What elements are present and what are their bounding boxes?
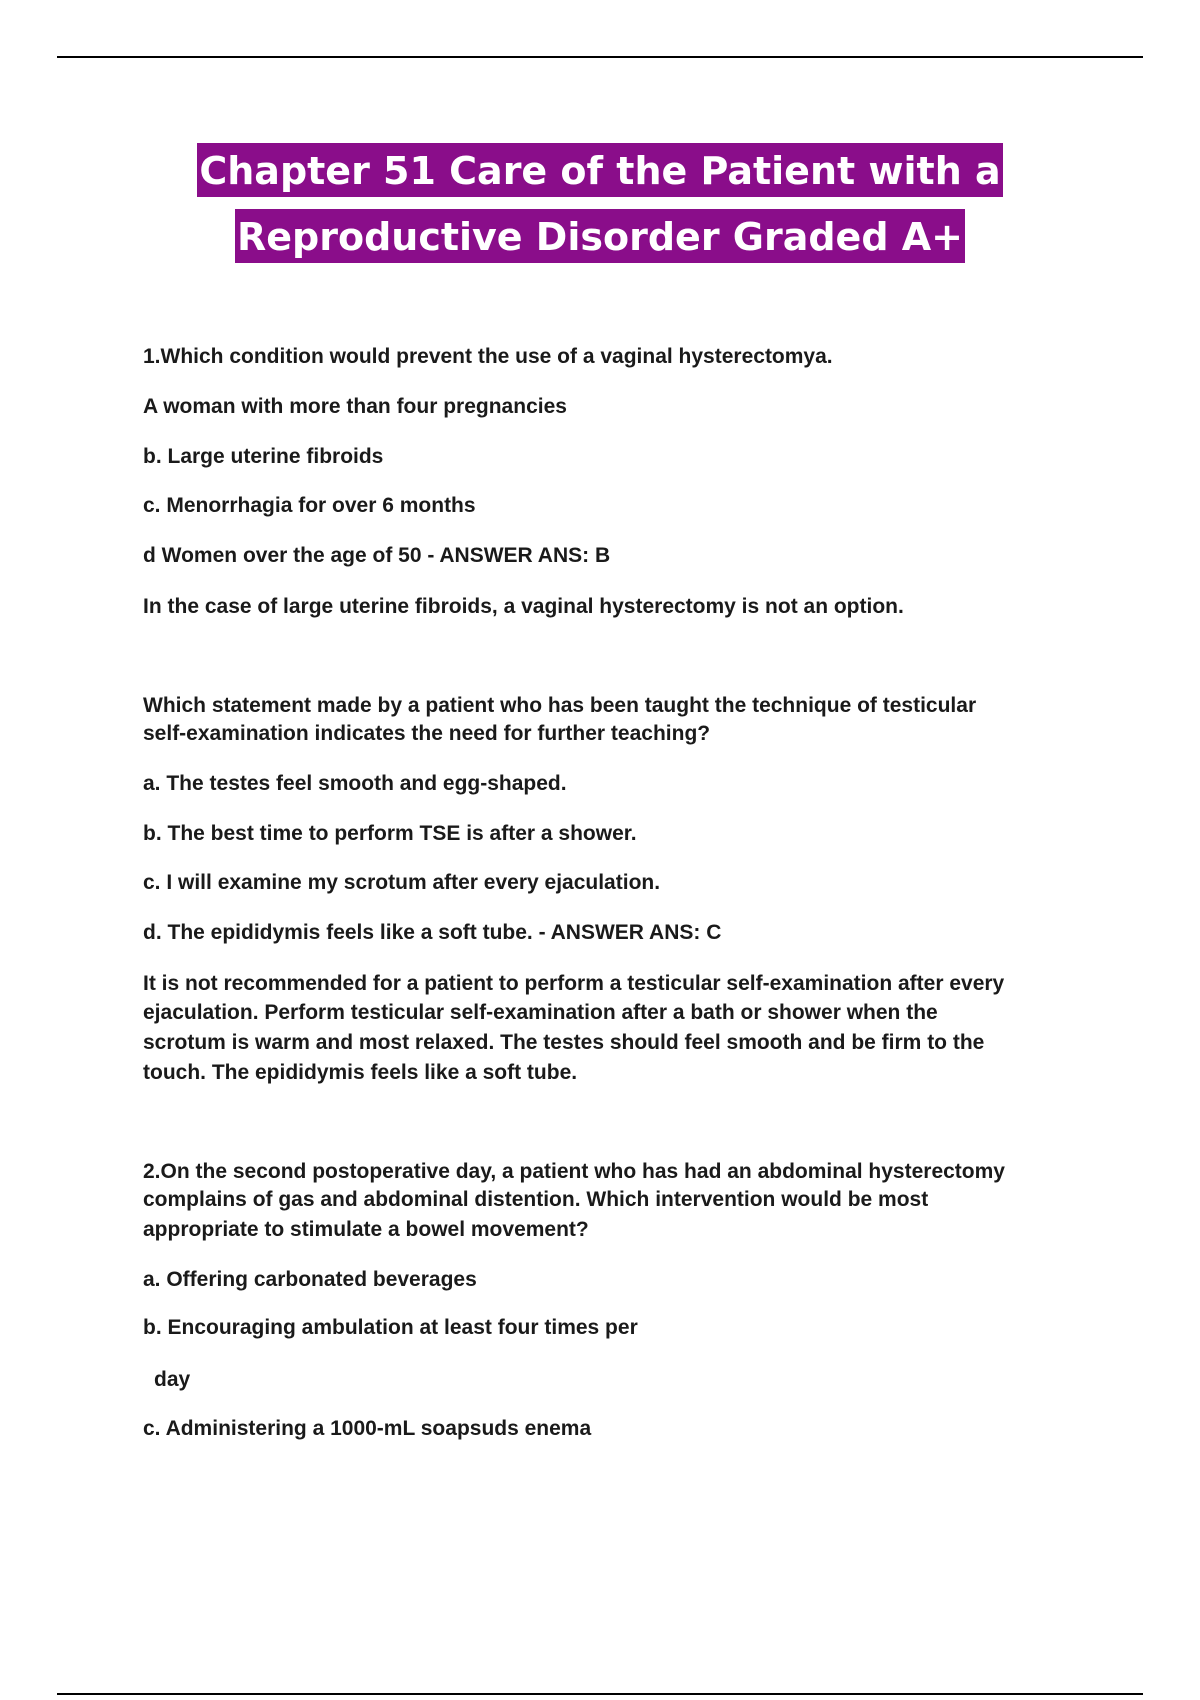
q3-option-b: b. Encouraging ambulation at least four times per [143, 1316, 638, 1339]
question-3-line-1: 2.On the second postoperative day, a patient who has had an abdominal hysterectomy [143, 1160, 1005, 1183]
q2-option-b: b. The best time to perform TSE is after a shower. [143, 822, 637, 845]
document-title-line-2: Reproductive Disorder Graded A+ [0, 209, 1200, 263]
q2-option-a: a. The testes feel smooth and egg-shaped. [143, 772, 567, 795]
q2-rationale-line-3: scrotum is warm and most relaxed. The testes should feel smooth and be firm to the [143, 1031, 985, 1054]
q1-option-c: c. Menorrhagia for over 6 months [143, 494, 476, 517]
document-title-line-1: Chapter 51 Care of the Patient with a [0, 143, 1200, 197]
question-2-line-2: self-examination indicates the need for further teaching? [143, 722, 711, 745]
q2-rationale-line-2: ejaculation. Perform testicular self-examination after a bath or shower when the [143, 1001, 938, 1024]
question-2-line-1: Which statement made by a patient who has been taught the technique of testicular [143, 694, 977, 717]
question-1: 1.Which condition would prevent the use of a vaginal hysterectomya. [143, 345, 833, 368]
question-3-line-2: complains of gas and abdominal distention. Which intervention would be most [143, 1188, 929, 1211]
q3-option-b-continuation: day [154, 1368, 191, 1391]
question-3-line-3: appropriate to stimulate a bowel movement? [143, 1218, 589, 1241]
q2-rationale-line-4: touch. The epididymis feels like a soft tube. [143, 1061, 578, 1084]
q1-option-d: d Women over the age of 50 - ANSWER ANS: B [143, 544, 611, 567]
q1-rationale: In the case of large uterine fibroids, a vaginal hysterectomy is not an option. [143, 595, 904, 618]
q2-rationale-line-1: It is not recommended for a patient to perform a testicular self-examination after every [143, 972, 1005, 995]
q3-option-a: a. Offering carbonated beverages [143, 1268, 477, 1291]
q2-option-d: d. The epididymis feels like a soft tube. - ANSWER ANS: C [143, 921, 722, 944]
q1-option-a: A woman with more than four pregnancies [143, 395, 567, 418]
q1-option-b: b. Large uterine fibroids [143, 445, 384, 468]
bottom-rule [57, 1693, 1143, 1695]
top-rule [57, 56, 1143, 58]
q3-option-c: c. Administering a 1000-mL soapsuds enema [143, 1417, 592, 1440]
q2-option-c: c. I will examine my scrotum after every ejaculation. [143, 871, 661, 894]
